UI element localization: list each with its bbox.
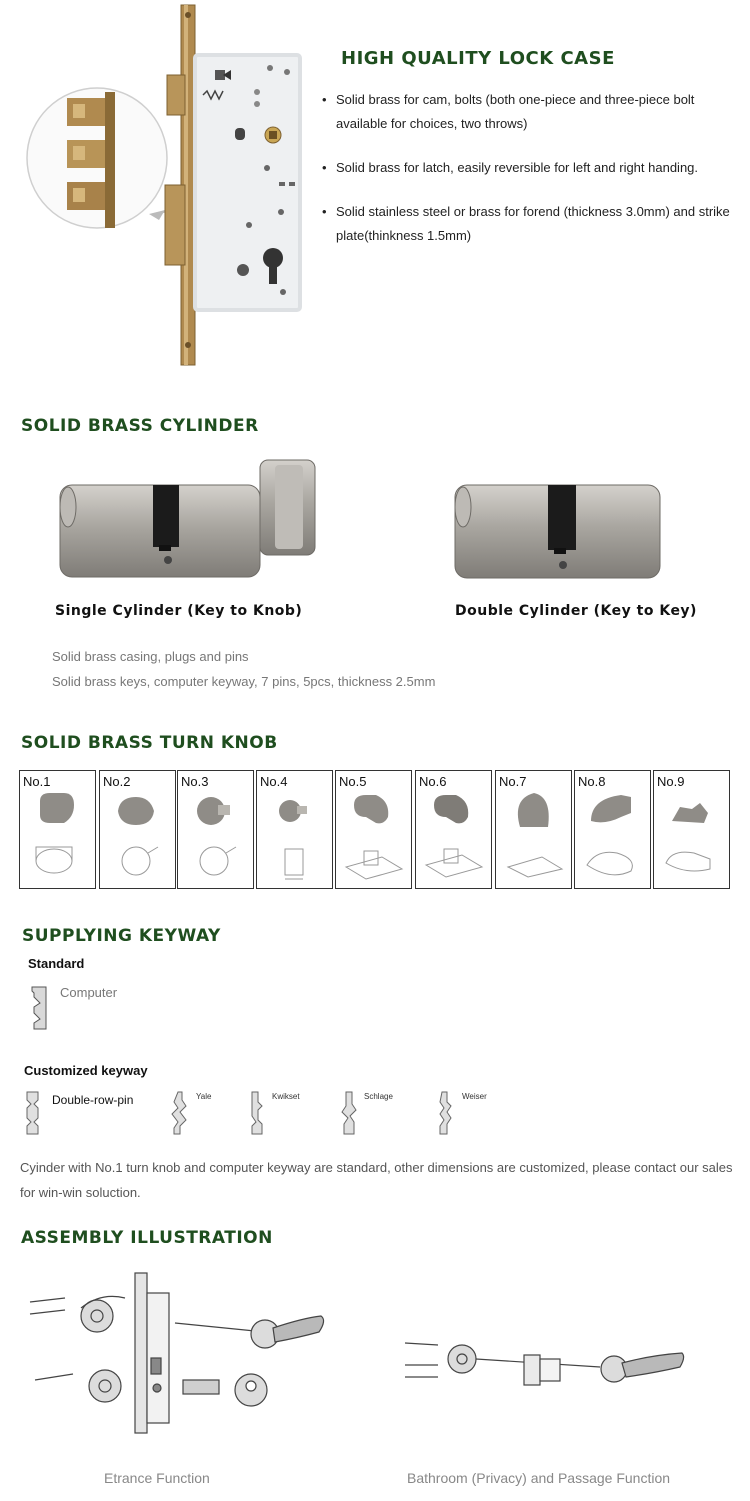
keyway-note: Cyinder with No.1 turn knob and computer keyway are standard, other dimensions are customized, please contact our sales for win-win soluction. [20,1160,733,1200]
knob-no1-icon [20,771,95,888]
knob-no3-icon [178,771,253,888]
knob-no4-icon [257,771,332,888]
turn-knob-grid [19,770,731,889]
knob-no6-icon [416,771,491,888]
knob-no5-icon [336,771,411,888]
single-cylinder-caption: Single Cylinder (Key to Knob) [55,603,303,619]
lock-case-feature: • Solid stainless steel or brass for forend (thickness 3.0mm) and strike plate(thinkness 1.5mm) [322,200,732,248]
knob-no9-icon [654,771,729,888]
knob-item [19,770,96,889]
knob-item [495,770,572,889]
cylinder-title: SOLID BRASS CYLINDER [21,416,259,436]
bathroom-function-caption: Bathroom (Privacy) and Passage Function [407,1470,671,1486]
single-cylinder-image [55,455,320,585]
double-row-pin-label: Double-row-pin [52,1093,134,1107]
computer-keyway-icon [28,985,50,1031]
knob-no8-icon [575,771,650,888]
knob-number: No.2 [103,774,131,789]
schlage-label: Schlage [364,1092,393,1101]
entrance-assembly-illustration [25,1268,330,1438]
knob-item [335,770,412,889]
turn-knob-title: SOLID BRASS TURN KNOB [21,733,278,753]
cylinder-note: Solid brass casing, plugs and pins [52,649,249,664]
keyway-title: SUPPLYING KEYWAY [22,926,221,946]
standard-label: Standard [28,956,85,971]
knob-number: No.8 [578,774,606,789]
knob-no2-icon [100,771,175,888]
knob-number: No.6 [419,774,447,789]
weiser-label: Weiser [462,1092,487,1101]
assembly-title: ASSEMBLY ILLUSTRATION [21,1228,273,1248]
entrance-function-caption: Etrance Function [104,1470,210,1486]
kwikset-keyway-icon [248,1090,266,1136]
knob-item [415,770,492,889]
knob-item [177,770,254,889]
lock-case-image [25,0,325,370]
knob-no7-icon [496,771,571,888]
computer-keyway-label: Computer [60,985,118,1000]
weiser-keyway-icon [436,1090,454,1136]
lock-case-feature: • Solid brass for latch, easily reversible for left and right handing. [322,156,732,180]
lock-case-title: HIGH QUALITY LOCK CASE [341,48,615,69]
double-cylinder-image [450,480,665,585]
kwikset-label: Kwikset [272,1092,300,1101]
knob-number: No.3 [181,774,209,789]
lock-case-feature: • Solid brass for cam, bolts (both one-piece and three-piece bolt available for choices, two throws) [322,88,732,136]
knob-number: No.4 [260,774,288,789]
knob-item [99,770,176,889]
knob-item [653,770,730,889]
knob-item [574,770,651,889]
knob-number: No.5 [339,774,367,789]
yale-label: Yale [196,1092,212,1101]
cylinder-note: Solid brass keys, computer keyway, 7 pins, 5pcs, thickness 2.5mm [52,674,436,689]
bathroom-assembly-illustration [400,1315,690,1425]
knob-number: No.1 [23,774,51,789]
yale-keyway-icon [170,1090,188,1136]
double-cylinder-caption: Double Cylinder (Key to Key) [455,603,697,619]
knob-item [256,770,333,889]
double-row-pin-keyway-icon [24,1090,42,1136]
knob-number: No.7 [499,774,527,789]
lock-case-features [322,88,732,268]
customized-keyway-label: Customized keyway [24,1063,148,1078]
knob-number: No.9 [657,774,685,789]
schlage-keyway-icon [340,1090,358,1136]
